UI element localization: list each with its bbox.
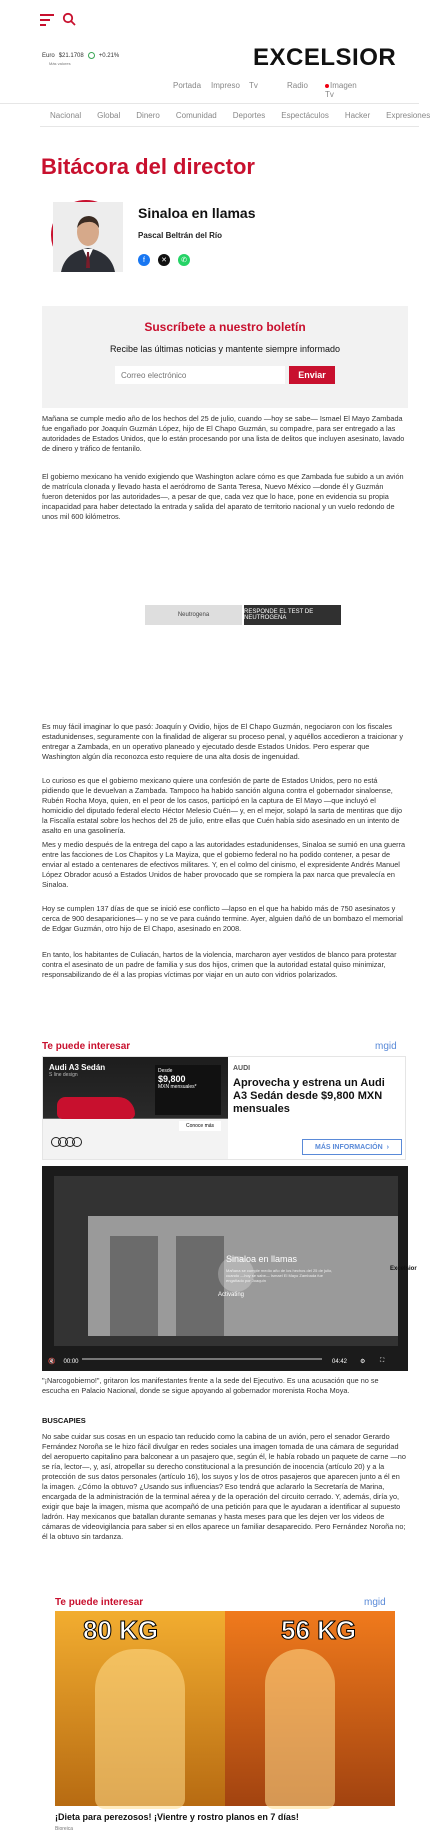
whatsapp-icon[interactable]: ✆: [178, 254, 190, 266]
newsletter-subtitle: Recibe las últimas noticias y mantente siempre informado: [109, 344, 341, 354]
settings-icon[interactable]: ⚙: [360, 1359, 366, 1365]
ad-price: $9,800: [158, 1074, 186, 1084]
facebook-icon[interactable]: f: [138, 254, 150, 266]
ad-headline[interactable]: Aprovecha y estrena un Audi A3 Sedán desde $9,800 MXN mensuales: [233, 1077, 385, 1115]
primary-nav: [173, 81, 363, 99]
chevron-right-icon: ›: [386, 1143, 389, 1151]
nav-item-expresiones[interactable]: Expresiones: [386, 111, 431, 120]
video-person-2: [176, 1236, 224, 1336]
ad-price-box: [155, 1065, 221, 1115]
nav-item-radio[interactable]: Radio: [287, 81, 308, 90]
nav-item-comunidad[interactable]: Comunidad: [175, 111, 217, 120]
ad-provider-label[interactable]: mgid: [375, 1041, 397, 1052]
nav-item-imagen-tv[interactable]: [325, 81, 363, 99]
video-time-current: 00:00: [63, 1358, 79, 1365]
search-icon[interactable]: [62, 12, 76, 26]
body-after-image: [265, 1649, 335, 1809]
paragraph-6: Hoy se cumplen 137 días de que se inició ese conflicto —lapso en el que ha habido más de 750 asesinatos y cerca de 900 desapariciones— y no se ve para cuándo termine. Ayer, alguien dañó de un bombazo el memorial de Edgar Guzmán, otro hijo de El Chapo, asesinado en 2008.: [42, 904, 403, 933]
paragraph-3: Es muy fácil imaginar lo que pasó: Joaquín y Ovidio, hijos de El Chapo Guzmán, negociaron con los fiscales estadunidenses, seguramente con la finalidad de aligerar su proceso penal, y aquéllos accedieron a traicionar y entregar a Zambada, en un operativo planeado y ejecutado desde Estados Unidos. Pero esperar que Washington algún día reconozca esto requiere de una alta dosis de ingenuidad.: [42, 722, 404, 761]
video-frame: [54, 1176, 417, 1346]
paragraph-5: Mes y medio después de la entrega del capo a las autoridades estadunidenses, Sinaloa se sumió en una guerra entre las facciones de Los Chapitos y La Mayiza, que el gobierno federal no ha podido contener, a pesar de enviar al estado a centenares de efectivos militares. Y, en el colmo del cinismo, el expresidente Andrés Manuel López Obrador acusó a Estados Unidos de haber provocado que se rompiera la pax narca que prevalecía en Sinaloa.: [42, 840, 406, 889]
buscapies-heading: BUSCAPIES: [42, 1416, 86, 1425]
newsletter-title: Suscríbete a nuestro boletín: [144, 320, 306, 334]
author-avatar: [51, 200, 121, 270]
video-person-1: [110, 1236, 158, 1336]
author-photo: [53, 202, 123, 272]
live-dot-icon: [325, 84, 329, 88]
ad-banner-right: RESPONDE EL TEST DE NEUTROGENA: [244, 605, 341, 625]
nav-item-deportes[interactable]: Deportes: [232, 111, 266, 120]
sponsored-source-2: Bioreica: [55, 1826, 74, 1832]
ad-price-prefix: Desde: [158, 1068, 173, 1074]
audi-logo-icon: [51, 1137, 79, 1147]
nav-item-hacker[interactable]: Hacker: [344, 111, 371, 120]
ad-banner[interactable]: [145, 605, 341, 625]
newsletter-box: [42, 306, 408, 408]
sponsored-image-2[interactable]: [55, 1611, 395, 1806]
sponsored-card[interactable]: [42, 1056, 406, 1160]
header-divider: [0, 103, 419, 104]
ticker-value: $21.1708: [58, 52, 84, 59]
weight-before-label: 80 KG: [83, 1615, 159, 1645]
column-title: Bitácora del director: [41, 154, 255, 179]
paragraph-7: En tanto, los habitantes de Culiacán, hartos de la violencia, marcharon ayer vestidos de blanco para protestar contra el asesinato de un padre de familia y sus dos hijos, crimen que la autoridad estatal quiso minimizar, responsabilizando de él a las propias víctimas por viajar en un auto con vidrios polarizados.: [42, 950, 397, 979]
video-title: Sinaloa en llamas: [226, 1254, 298, 1264]
nav-item-espectaculos[interactable]: Espectáculos: [281, 111, 329, 120]
video-subtitle: Mañana se cumple medio año de los hechos del 25 de julio, cuando —hoy se sabe— Ismael El Mayo Zambada fue engañado por Joaquín: [226, 1268, 333, 1283]
body-before-image: [95, 1649, 185, 1809]
ticker-label: Euro: [42, 52, 55, 59]
video-controls: [42, 1352, 408, 1371]
sponsored-title-2[interactable]: ¡Dieta para perezosos! ¡Vientre y rostro planos en 7 días!: [55, 1812, 299, 1822]
video-logo: Excelsior: [390, 1266, 417, 1272]
weight-after-label: 56 KG: [281, 1615, 357, 1645]
top-bar: [40, 12, 419, 32]
share-buttons: [138, 254, 190, 266]
x-twitter-icon[interactable]: ✕: [158, 254, 170, 266]
author-name[interactable]: Pascal Beltrán del Río: [138, 231, 223, 240]
newsletter-submit-button[interactable]: Enviar: [289, 366, 335, 384]
currency-ticker[interactable]: [42, 52, 119, 59]
more-info-button[interactable]: [302, 1139, 402, 1155]
car-image: [57, 1097, 135, 1119]
nav-item-portada[interactable]: Portada: [173, 81, 202, 90]
nav-item-nacional[interactable]: Nacional: [50, 111, 82, 120]
video-player[interactable]: [42, 1166, 417, 1371]
ad-brand: AUDI: [233, 1065, 251, 1072]
paragraph-2: El gobierno mexicano ha venido exigiendo que Washington aclare cómo es que Zambada fue subido a un avión de matrícula clonada y llevado hasta el aeródromo de Santa Teresa, Nuevo México —donde él y Guzmán fueron detenidos por las autoridades—, a pesar de que, cada vez que lo hace, pone en evidencia su propia incapacidad para haber detectado la entrada y salida del aparato de territorio nacional y un vuelo redondo de unos mil 600 kilómetros.: [42, 472, 404, 521]
ticker-change: +0.21%: [98, 52, 120, 59]
fullscreen-icon[interactable]: ⛶: [380, 1358, 385, 1364]
paragraph-1: Mañana se cumple medio año de los hechos del 25 de julio, cuando —hoy se sabe— Ismael El Mayo Zambada fue engañado por Joaquín Guzmán López, hijo de El Chapo Guzmán, su compadre, para ser entregado a las autoridades de Estados Unidos, que lo están procesando por una lista de delitos que incluyen asesinato, lavado de dinero y tráfico de fentanilo.: [42, 414, 405, 453]
ad-image-cta[interactable]: Conoce más: [179, 1121, 221, 1131]
related-heading-2: Te puede interesar: [55, 1597, 144, 1608]
mute-icon[interactable]: 🔇: [48, 1359, 56, 1365]
paragraph-9: No sabe cuidar sus cosas en un espacio tan reducido como la cabina de un avión, pero el senador Gerardo Fernández Noroña se le hizo fácil divulgar en redes sociales una imagen tomada de una cámara de seguridad del aeropuerto capitalino para balconear a un pasajero que, según él, le había robado un paquete de carne —no se ría, lector—, y, así, atropellar su derecho constitucional a la presunción de inocencia (artículo 20) y a la protección de sus datos personales (artículo 16), los suyos y los de otros pasajeros que aparecen junto a él en la imagen. ¿Cómo la obtuvo? ¿Usando sus influencias? Eso tendrá que aclararlo la Secretaría de Marina, encargada de la administración de la terminal aérea y de la operación del circuito cerrado. Y, además, diría yo, exigir que baje la imagen, misma que acompañó de una petición para que le ayudaran a identificar al supuesto ladrón. Hay mexicanos que batallan durante semanas y hasta meses para que les dejen ver los videos de cámaras de videovigilancia para saber si en ellos aparece un familiar desaparecido. Pero Fernández Noroña no; él la obtuvo sin tardanza.: [42, 1432, 406, 1541]
article-title: Sinaloa en llamas: [138, 205, 256, 221]
ticker-more-link[interactable]: Más valores: [49, 61, 71, 66]
paragraph-8: "¡Narcogobierno!", gritaron los manifestantes frente a la sede del Ejecutivo. Es una acusación que no se escucha en Palacio Nacional, donde se sigue apoyando al gobernador morenista Rocha Moya.: [42, 1376, 379, 1395]
nav-item-dinero[interactable]: Dinero: [136, 111, 160, 120]
video-time-total: 04:42: [332, 1358, 348, 1365]
related-heading: Te puede interesar: [42, 1041, 131, 1052]
nav-item-tv[interactable]: Tv: [249, 81, 258, 90]
section-nav: [50, 111, 446, 120]
ad-price-suffix: MXN mensuales*: [158, 1084, 197, 1090]
ad-provider-label-2[interactable]: mgid: [364, 1597, 386, 1608]
nav-divider: [40, 126, 419, 127]
trend-up-icon: [88, 52, 95, 59]
video-status: Activating: [218, 1292, 245, 1298]
nav-item-global[interactable]: Global: [97, 111, 121, 120]
menu-icon[interactable]: [40, 14, 54, 26]
play-icon[interactable]: [218, 1256, 254, 1292]
video-progress-bar[interactable]: [82, 1358, 322, 1360]
nav-item-imagen-tv-label: Imagen Tv: [325, 81, 357, 99]
ad-image-subtitle: S line design: [49, 1072, 78, 1078]
ad-banner-left: Neutrogena: [145, 605, 242, 625]
ad-image-title: Audi A3 Sedán: [49, 1063, 106, 1072]
site-logo[interactable]: EXCELSIOR: [253, 44, 397, 71]
nav-item-impreso[interactable]: Impreso: [211, 81, 240, 90]
email-field[interactable]: [115, 366, 285, 384]
paragraph-4: Lo curioso es que el gobierno mexicano quiere una confesión de parte de Estados Unidos, pero no está pidiendo que le devuelvan a Zambada. Tampoco ha habido sanción alguna contra el gobernador sinaloense, Rubén Rocha Moya, quien, en el peor de los casos, participó en la captura de El Mayo —que incluyó el homicidio del diputado federal electo Héctor Melesio Cuén— y, en el mejor, solapó la sarta de mentiras que dijo la Fiscalía estatal sobre los hechos del 25 de julio, entre ellas que Cuén había sido asesinado en un intento de asalto en una gasolinería.: [42, 776, 403, 835]
sponsored-image[interactable]: [43, 1057, 228, 1159]
more-info-label: MÁS INFORMACIÓN: [314, 1143, 383, 1151]
